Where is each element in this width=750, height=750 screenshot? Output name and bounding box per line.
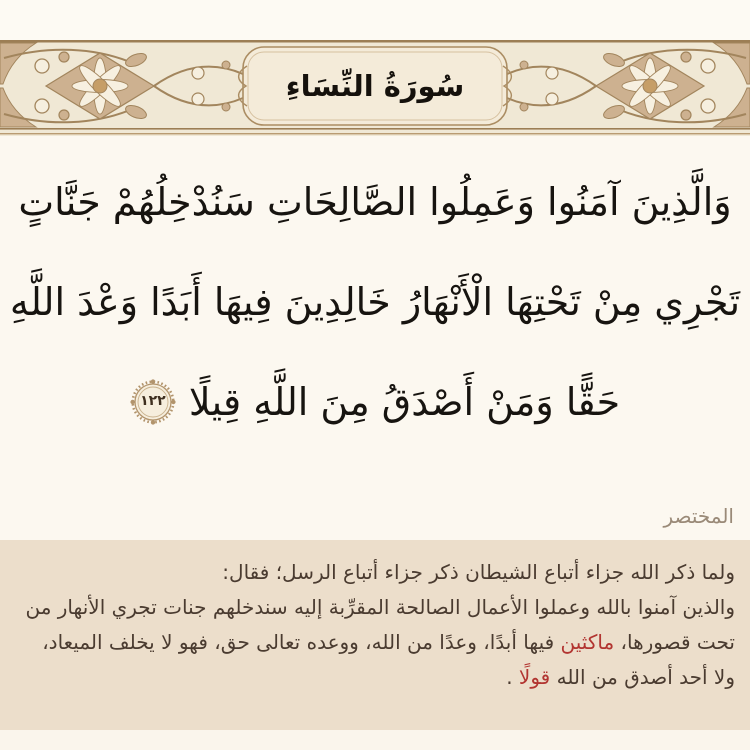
- page-bottom-strip: [0, 730, 750, 750]
- verse-number-medallion[interactable]: [130, 379, 176, 425]
- tafsir-text-segment: .: [506, 665, 513, 689]
- tafsir-panel: [0, 540, 750, 730]
- surah-title: سُورَةُ النِّسَاءِ: [285, 69, 465, 103]
- tafsir-body: [15, 590, 735, 695]
- verse-area: [0, 136, 750, 492]
- verse-line-3-text[interactable]: حَقًّا وَمَنْ أَصْدَقُ مِنَ اللَّهِ قِيلًا: [188, 380, 621, 424]
- page-top-strip: [0, 0, 750, 40]
- tafsir-intro: ولما ذكر الله جزاء أتباع الشيطان ذكر جزاء أتباع الرسل؛ فقال:: [222, 560, 735, 584]
- verse-line-1[interactable]: وَالَّذِينَ آمَنُوا وَعَمِلُوا الصَّالِحَاتِ سَنُدْخِلُهُمْ جَنَّاتٍ: [18, 180, 732, 224]
- tafsir-highlight-word[interactable]: قولًا: [518, 665, 551, 689]
- tafsir-text-segment: فيها أبدًا، وعدًا من الله، ووعده تعالى حق، فهو لا يخلف الميعاد، ولا أحد أصدق من الله: [42, 630, 735, 689]
- verse-line-3[interactable]: [0, 352, 750, 452]
- tafsir-text-segment: والذين آمنوا بالله وعملوا الأعمال الصالحة المقرِّبة إليه سندخلهم جنات تجري الأنهار من تحت قصورها،: [25, 595, 735, 654]
- verse-number: ١٢٢: [140, 393, 166, 409]
- verse-line-2[interactable]: تَجْرِي مِنْ تَحْتِهَا الْأَنْهَارُ خَالِدِينَ فِيهَا أَبَدًا وَعْدَ اللَّهِ: [9, 280, 741, 324]
- tafsir-source-row: [0, 492, 750, 540]
- tafsir-highlight-word[interactable]: ماكثين: [560, 630, 615, 654]
- surah-header-band: [0, 40, 750, 136]
- tafsir-source-label[interactable]: المختصر: [663, 504, 734, 528]
